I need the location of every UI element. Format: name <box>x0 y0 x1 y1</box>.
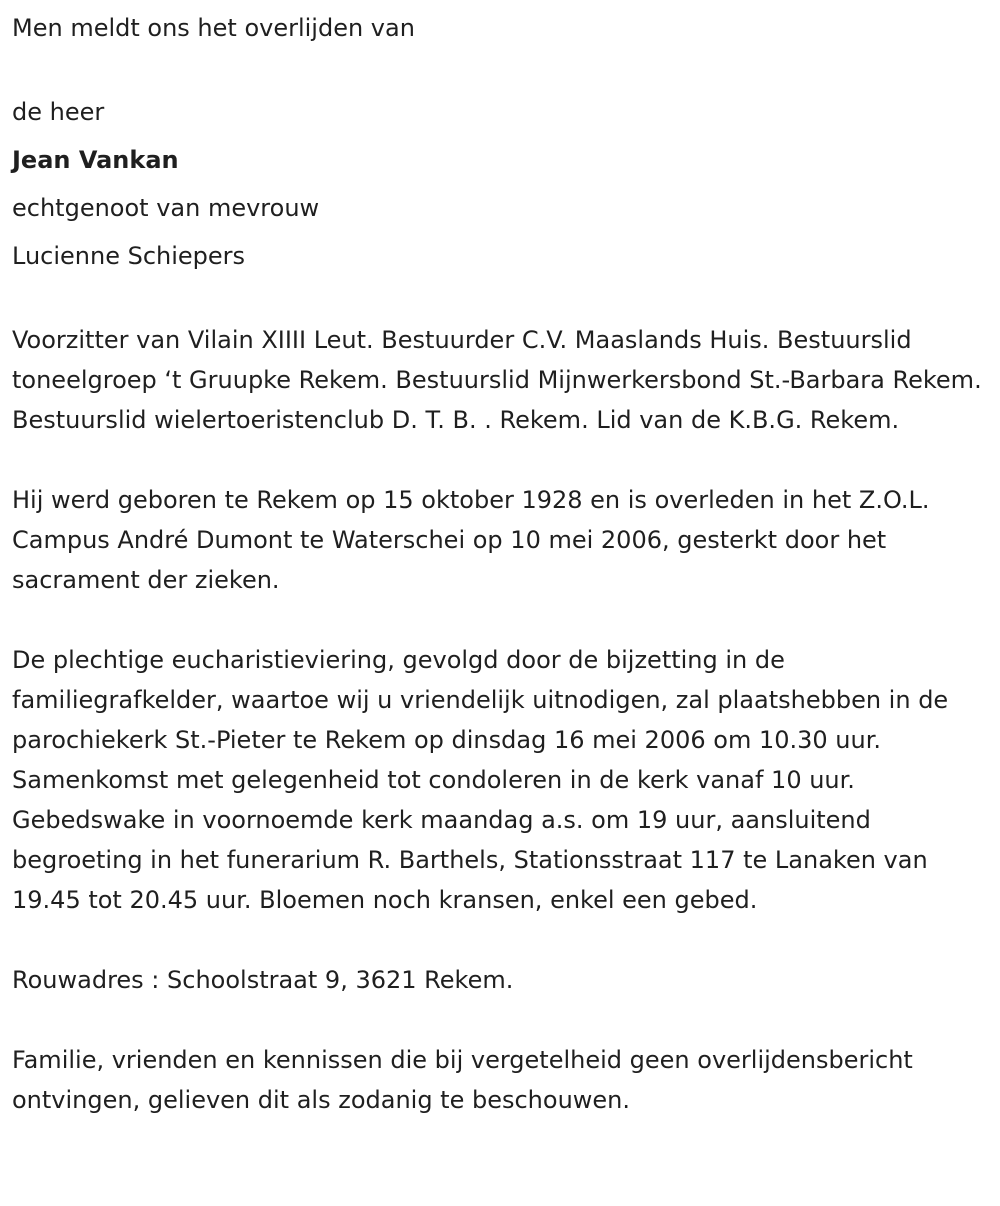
mourning-address: Rouwadres : Schoolstraat 9, 3621 Rekem. <box>12 966 514 994</box>
salutation: de heer <box>12 98 105 126</box>
service-paragraph: De plechtige eucharistieviering, gevolgd door de bijzetting in de familiegrafkelder, waartoe wij u vriendelijk uitnodigen, zal plaatshebben in de parochiekerk St.-Pieter te Rekem op dinsdag 16 mei 2006 om 10.30 uur. Samenkomst met gelegenheid tot condoleren in de kerk vanaf 10 uur. Gebedswake in voornoemde kerk maandag a.s. om 19 uur, aansluitend begroeting in het funerarium R. Barthels, Stationsstraat 117 te Lanaken van 19.45 tot 20.45 uur. Bloemen noch kransen, enkel een gebed. <box>12 646 949 914</box>
spouse-name: Lucienne Schiepers <box>12 242 246 270</box>
deceased-name: Jean Vankan <box>12 146 179 174</box>
closing-paragraph: Familie, vrienden en kennissen die bij vergetelheid geen overlijdensbericht ontvingen, gelieven dit als zodanig te beschouwen. <box>12 1046 913 1114</box>
memberships-paragraph: Voorzitter van Vilain XIIII Leut. Bestuurder C.V. Maaslands Huis. Bestuurslid toneelgroep ‘t Gruupke Rekem. Bestuurslid Mijnwerkersbond St.-Barbara Rekem. Bestuurslid wielertoeristenclub D. T. B. . Rekem. Lid van de K.B.G. Rekem. <box>12 326 982 434</box>
spouse-intro: echtgenoot van mevrouw <box>12 194 320 222</box>
deceased-header <box>12 88 986 280</box>
announcement-intro: Men meldt ons het overlijden van <box>12 14 415 42</box>
life-paragraph: Hij werd geboren te Rekem op 15 oktober 1928 en is overleden in het Z.O.L. Campus André Dumont te Waterschei op 10 mei 2006, gesterkt door het sacrament der zieken. <box>12 486 930 594</box>
